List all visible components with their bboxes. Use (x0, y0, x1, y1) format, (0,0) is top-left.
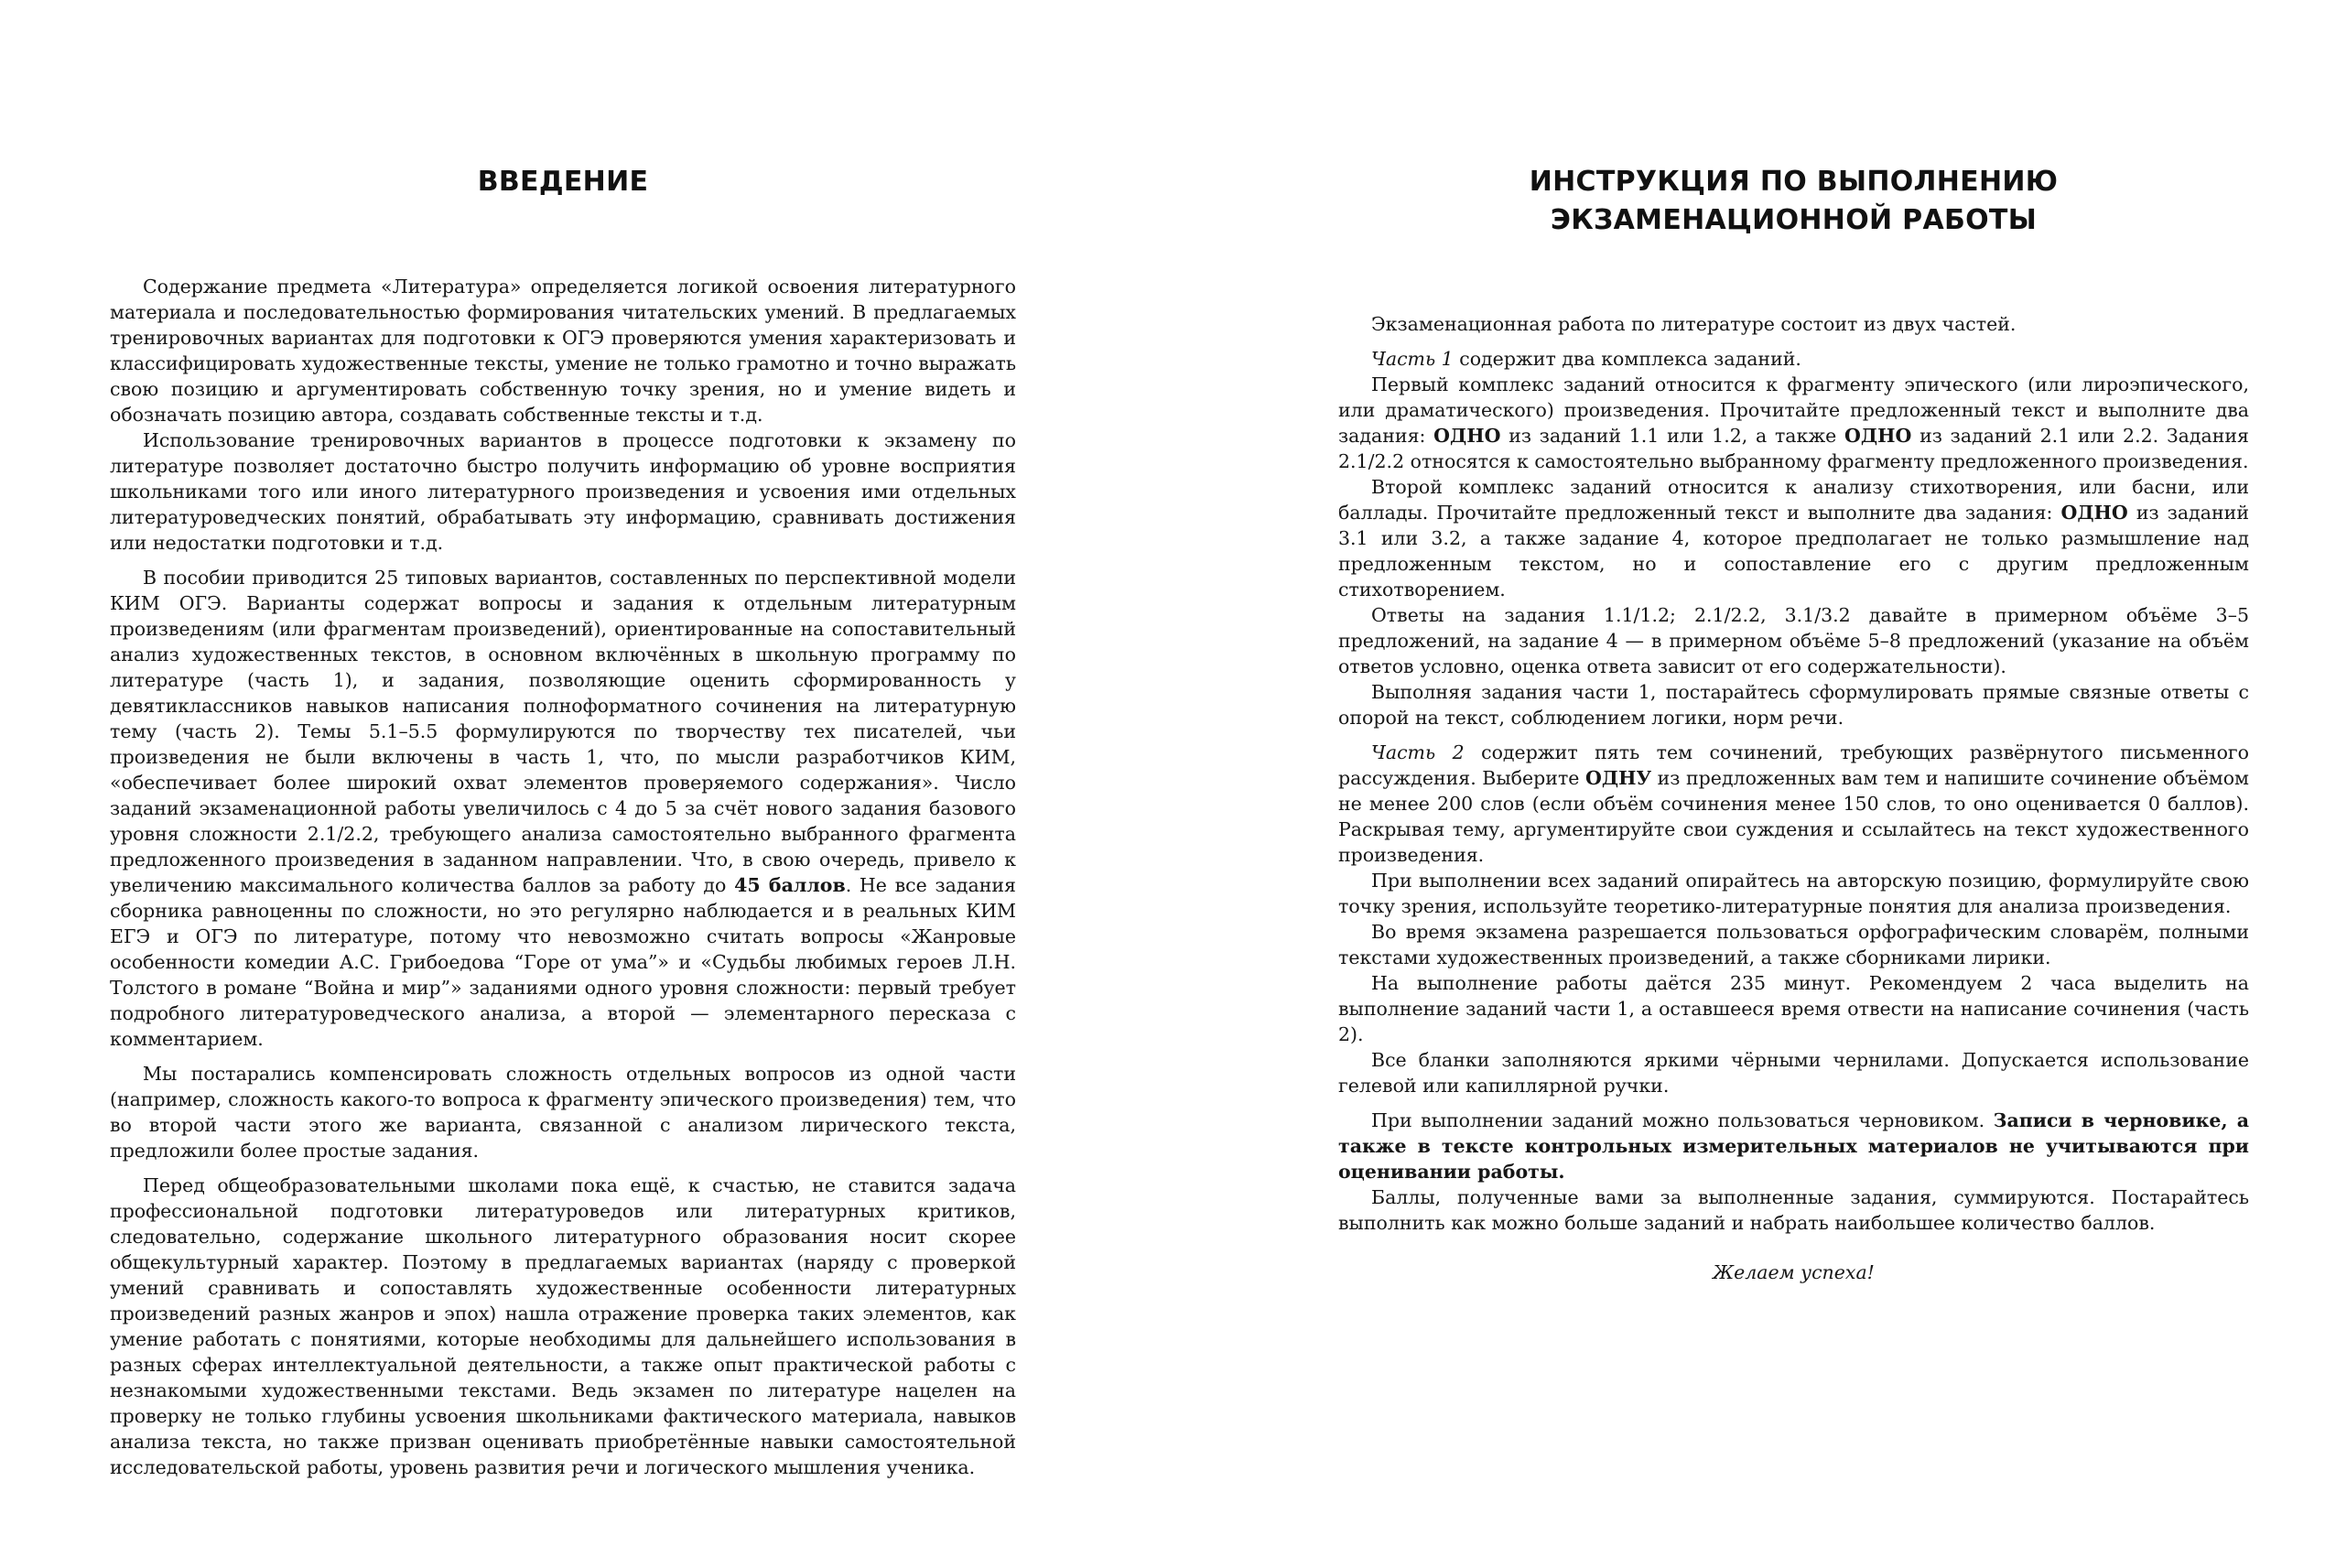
paragraph (1338, 474, 2249, 602)
right-page (1338, 0, 2249, 1568)
paragraph: Экзаменационная работа по литературе состоит из двух частей. (1371, 313, 2017, 335)
paragraph-text: Первый комплекс заданий относится к фрагменту эпического (или лироэпического, или драматического) произведения. Прочитайте предложенный текст и выполните два задания: (1338, 373, 2249, 447)
paragraph-text: Второй комплекс заданий относится к анализу стихотворения, или басни, или баллады. Прочитайте предложенный текст и выполните два задания: (1338, 476, 2249, 524)
paragraph-text: из заданий 3.1 или 3.2, а также задание 4, которое предполагает не только размышление над предложенным текстом, но и сопоставление его с другим предложенным стихотворением. (1338, 502, 2249, 600)
instruction-text (1338, 311, 2249, 1285)
bold-text: ОДНО (1844, 425, 1912, 447)
title-line: ЭКЗАМЕНАЦИОННОЙ РАБОТЫ (1550, 204, 2038, 236)
paragraph: Все бланки заполняются яркими чёрными чернилами. Допускается использование гелевой или капиллярной ручки. (1338, 1049, 2249, 1097)
closing-wish: Желаем успеха! (1713, 1261, 1875, 1283)
title-line: ИНСТРУКЦИЯ ПО ВЫПОЛНЕНИЮ (1529, 166, 2059, 198)
paragraph: Во время экзамена разрешается пользоваться орфографическим словарём, полными текстами художественных произведений, а также сборниками лирики. (1338, 921, 2249, 968)
bold-text: ОДНО (1433, 425, 1501, 447)
bold-text: ОДНУ (1584, 767, 1652, 789)
paragraph-text: из предложенных вам тем и напишите сочинение объёмом не менее 200 слов (если объём сочинения менее 150 слов, то оно оценивается 0 баллов). Раскрывая тему, аргументируйте свои суждения и ссылайтесь на текст художественного произведения. (1338, 767, 2249, 866)
paragraph (1338, 346, 2249, 372)
paragraph-text: из заданий 2.1 или 2.2. Задания 2.1/2.2 относятся к самостоятельно выбранному фрагменту предложенного произведения. (1338, 425, 2249, 472)
italic-label: Часть 1 (1371, 348, 1454, 370)
paragraph: Ответы на задания 1.1/1.2; 2.1/2.2, 3.1/3.2 давайте в примерном объёме 3–5 предложений, на задание 4 — в примерном объёме 5–8 предложений (указание на объём ответов условно, оценка ответа зависит от его содержательности). (1338, 604, 2249, 677)
paragraph: Содержание предмета «Литература» определяется логикой освоения литературного материала и последовательностью формирования читательских умений. В предлагаемых тренировочных вариантах для подготовки к ОГЭ проверяются умения характеризовать и классифицировать художественные тексты, умение не только грамотно и точно выражать свою позицию и аргументировать собственную точку зрения, но и умение видеть и обозначать позицию автора, создавать собственные тексты и т.д. (110, 276, 1016, 426)
bold-text: Записи в черновике, а также в тексте контрольных измерительных материалов не учитываются при оценивании работы. (1338, 1109, 2249, 1183)
paragraph-text: При выполнении заданий можно пользоваться черновиком. (1371, 1109, 1994, 1131)
left-page (110, 0, 1016, 1568)
paragraph: Баллы, полученные вами за выполненные задания, суммируются. Постарайтесь выполнить как можно больше заданий и набрать наибольшее количество баллов. (1338, 1186, 2249, 1234)
paragraph-text: содержит пять тем сочинений, требующих развёрнутого письменного рассуждения. Выберите (1338, 741, 2249, 789)
page-title: ВВЕДЕНИЕ (477, 166, 649, 198)
paragraph: На выполнение работы даётся 235 минут. Рекомендуем 2 часа выделить на выполнение заданий части 1, а оставшееся время отвести на написание сочинения (часть 2). (1338, 972, 2249, 1045)
paragraph-text: . Не все задания сборника равноценны по сложности, но это регулярно наблюдается и в реальных КИМ ЕГЭ и ОГЭ по литературе, потому что невозможно считать вопросы «Жанровые особенности комедии А.С. Грибоедова “Горе от ума”» и «Судьбы любимых героев Л.Н. Толстого в романе “Война и мир”» заданиями одного уровня сложности: первый требует подробного литературоведческого анализа, а второй — элементарного пересказа с комментарием. (110, 874, 1016, 1050)
paragraph (1338, 1108, 2249, 1184)
paragraph: При выполнении всех заданий опирайтесь на авторскую позицию, формулируйте свою точку зрения, используйте теоретико-литературные понятия для анализа произведения. (1338, 870, 2249, 917)
page-title (1338, 163, 2249, 240)
paragraph-text: В пособии приводится 25 типовых вариантов, составленных по перспективной модели КИМ ОГЭ. Варианты содержат вопросы и задания к отдельным литературным произведениям (или фрагментам произведений), ориентированные на сопоставительный анализ художественных текстов, в основном включённых в школьную программу по литературе (часть 1), и задания, позволяющие оценить сформированность у девятиклассников навыков написания полноформатного сочинения на литературную тему (часть 2). Темы 5.1–5.5 формулируются по творчеству тех писателей, чьи произведения не были включены в часть 1, что, по мысли разработчиков КИМ, «обеспечивает более широкий охват элементов проверяемого содержания». Число заданий экзаменационной работы увеличилось с 4 до 5 за счёт нового задания базового уровня сложности 2.1/2.2, требующего анализа самостоятельно выбранного фрагмента предложенного произведения в заданном направлении. Что, в свою очередь, привело к увеличению максимального количества баллов за работу до (110, 567, 1016, 896)
paragraph (110, 565, 1016, 1052)
paragraph (1338, 372, 2249, 474)
paragraph: Перед общеобразовательными школами пока ещё, к счастью, не ставится задача профессиональной подготовки литературоведов или литературных критиков, следовательно, содержание школьного литературного образования носит скорее общекультурный характер. Поэтому в предлагаемых вариантах (наряду с проверкой умений сравнивать и сопоставлять художественные особенности литературных произведений разных жанров и эпох) нашла отражение проверка таких элементов, как умение работать с понятиями, которые необходимы для дальнейшего использования в разных сферах интеллектуальной деятельности, а также опыт практической работы с незнакомыми художественными текстами. Ведь экзамен по литературе нацелен на проверку не только глубины усвоения школьниками фактического материала, навыков анализа текста, но также призван оценивать приобретённые навыки самостоятельной исследовательской работы, уровень развития речи и логического мышления ученика. (110, 1174, 1016, 1478)
paragraph: Мы постарались компенсировать сложность отдельных вопросов из одной части (например, сложность какого-то вопроса к фрагменту эпического произведения) тем, что во второй части этого же варианта, связанной с анализом лирического текста, предложили более простые задания. (110, 1063, 1016, 1162)
introduction-text (110, 274, 1016, 1480)
bold-text: ОДНО (2060, 502, 2128, 524)
italic-label: Часть 2 (1371, 741, 1465, 763)
paragraph (1338, 740, 2249, 868)
paragraph-text: содержит два комплекса заданий. (1453, 348, 1801, 370)
paragraph: Выполняя задания части 1, постарайтесь сформулировать прямые связные ответы с опорой на текст, соблюдением логики, норм речи. (1338, 681, 2249, 729)
paragraph-text: из заданий 1.1 или 1.2, а также (1500, 425, 1845, 447)
bold-text: 45 баллов (734, 874, 846, 896)
paragraph: Использование тренировочных вариантов в процессе подготовки к экзамену по литературе позволяет достаточно быстро получить информацию об уровне восприятия школьниками того или иного литературного произведения и усвоения ими отдельных литературоведческих понятий, обрабатывать эту информацию, сравнивать достижения или недостатки подготовки и т.д. (110, 429, 1016, 554)
